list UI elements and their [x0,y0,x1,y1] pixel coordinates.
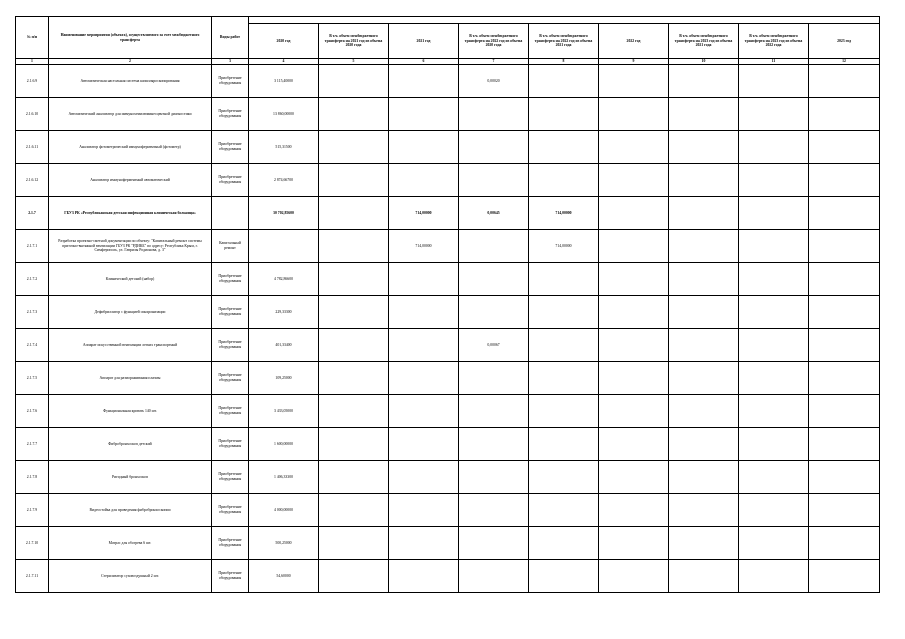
cell-c5 [319,560,389,593]
cell-work: Приобретение оборудования [212,164,249,197]
cell-c4: 109,25000 [249,362,319,395]
cell-name: Аппарат для размораживания плазмы [49,362,212,395]
header-2020: 2020 год [249,24,319,59]
table-row [16,428,880,461]
cell-c5 [319,164,389,197]
cell-code: 2.1.7.4 [16,329,49,362]
cell-c8 [529,263,599,296]
cell-c10 [669,527,739,560]
col-number: 9 [599,59,669,65]
cell-c12 [809,461,880,494]
cell-code: 2.1.6.12 [16,164,49,197]
cell-c9 [599,395,669,428]
cell-name: Аппарат искусственной вентиляции легких транспортный [49,329,212,362]
cell-c7 [459,494,529,527]
cell-c7 [459,527,529,560]
cell-c8 [529,362,599,395]
cell-c11 [739,65,809,98]
cell-c6 [389,296,459,329]
cell-c10 [669,131,739,164]
table-row [16,230,880,263]
budget-table [15,16,880,593]
cell-c7: 0,00067 [459,329,529,362]
cell-c12 [809,362,880,395]
cell-c9 [599,428,669,461]
cell-c9 [599,197,669,230]
cell-c7 [459,428,529,461]
cell-name: Ригидный бронхоскоп [49,461,212,494]
cell-c10 [669,164,739,197]
cell-work: Приобретение оборудования [212,263,249,296]
cell-c6 [389,65,459,98]
cell-c10 [669,395,739,428]
cell-c12 [809,560,880,593]
table-row [16,98,880,131]
cell-c12 [809,329,880,362]
cell-c12 [809,230,880,263]
cell-c7 [459,230,529,263]
cell-code: 2.1.7.5 [16,362,49,395]
cell-c9 [599,461,669,494]
col-number: 6 [389,59,459,65]
cell-c8 [529,461,599,494]
cell-c8 [529,329,599,362]
cell-c7 [459,296,529,329]
cell-c6 [389,329,459,362]
col-number: 3 [212,59,249,65]
cell-c8: 714,00000 [529,197,599,230]
cell-c6 [389,560,459,593]
cell-c10 [669,230,739,263]
cell-c10 [669,329,739,362]
cell-c9 [599,362,669,395]
cell-c11 [739,131,809,164]
col-number: 2 [49,59,212,65]
cell-c7: 0,00645 [459,197,529,230]
cell-c11 [739,527,809,560]
cell-work [212,197,249,230]
cell-c10 [669,428,739,461]
cell-c5 [319,98,389,131]
cell-name: ГБУЗ РК «Республиканская детская инфекционная клиническая больница» [49,197,212,230]
cell-work: Приобретение оборудования [212,329,249,362]
col-number: 12 [809,59,880,65]
cell-c9 [599,98,669,131]
table-body [16,17,880,593]
cell-c7 [459,362,529,395]
cell-c11 [739,494,809,527]
cell-code: 2.1.7.2 [16,263,49,296]
cell-c12 [809,527,880,560]
cell-c6 [389,461,459,494]
table-row [16,362,880,395]
col-number: 7 [459,59,529,65]
cell-c12 [809,164,880,197]
cell-c9 [599,560,669,593]
cell-c6 [389,263,459,296]
table-row [16,560,880,593]
cell-c9 [599,164,669,197]
cell-c9 [599,329,669,362]
table-row [16,329,880,362]
cell-c9 [599,296,669,329]
cell-work: Приобретение оборудования [212,131,249,164]
cell-work: Приобретение оборудования [212,296,249,329]
table-row [16,263,880,296]
cell-c8 [529,131,599,164]
cell-c5 [319,329,389,362]
cell-work: Приобретение оборудования [212,395,249,428]
cell-work: Приобретение оборудования [212,362,249,395]
cell-c5 [319,362,389,395]
cell-c4: 1 406,33300 [249,461,319,494]
cell-c8 [529,560,599,593]
cell-c7 [459,131,529,164]
table-row [16,131,880,164]
cell-name: Дефибриллятор с функцией синхронизации [49,296,212,329]
cell-c9 [599,494,669,527]
cell-code: 2.1.7.10 [16,527,49,560]
cell-c5 [319,527,389,560]
cell-c7 [459,164,529,197]
cell-c10 [669,263,739,296]
cell-c8: 714,00000 [529,230,599,263]
table-row [16,494,880,527]
cell-c8 [529,527,599,560]
cell-c10 [669,65,739,98]
cell-c11 [739,362,809,395]
cell-c4: 2 874,66700 [249,164,319,197]
header-no: № п/п [16,17,49,59]
cell-c12 [809,263,880,296]
cell-c10 [669,494,739,527]
cell-c11 [739,164,809,197]
table-row [16,395,880,428]
col-number: 11 [739,59,809,65]
cell-c10 [669,98,739,131]
cell-c11 [739,197,809,230]
cell-c11 [739,395,809,428]
cell-c11 [739,98,809,131]
cell-c11 [739,230,809,263]
table-row [16,65,880,98]
cell-c5 [319,131,389,164]
cell-c12 [809,296,880,329]
cell-c9 [599,230,669,263]
cell-c4: 1 600,00000 [249,428,319,461]
cell-c4: 13 860,00000 [249,98,319,131]
cell-c5 [319,197,389,230]
cell-c9 [599,131,669,164]
header-top-spacer [249,17,880,24]
cell-c4: 515,31500 [249,131,319,164]
header-2022-incl-2021: В т.ч. объем межбюджетного трансферта на 2023 год из объема 2021 года [669,24,739,59]
table-row [16,461,880,494]
cell-name: Анализатор иммуноферментный автоматический [49,164,212,197]
cell-c5 [319,461,389,494]
cell-c6 [389,395,459,428]
cell-c8 [529,296,599,329]
table-row [16,164,880,197]
cell-work: Приобретение оборудования [212,461,249,494]
cell-c4: 30 702,85600 [249,197,319,230]
cell-code: 2.1.6.10 [16,98,49,131]
cell-c9 [599,65,669,98]
col-number: 8 [529,59,599,65]
cell-c6: 714,00000 [389,197,459,230]
cell-c7 [459,461,529,494]
cell-work: Приобретение оборудования [212,65,249,98]
cell-c9 [599,527,669,560]
table-row [16,197,880,230]
cell-code: 2.1.6.9 [16,65,49,98]
table-row [16,296,880,329]
cell-c7 [459,395,529,428]
cell-c6 [389,98,459,131]
cell-c5 [319,494,389,527]
cell-c5 [319,296,389,329]
cell-c4: 401,33400 [249,329,319,362]
cell-work: Приобретение оборудования [212,560,249,593]
cell-work: Приобретение оборудования [212,527,249,560]
header-2022-incl-2022: В т.ч. объем межбюджетного трансферта на 2023 год из объема 2022 года [739,24,809,59]
cell-c6: 714,00000 [389,230,459,263]
cell-c10 [669,560,739,593]
cell-work: Приобретение оборудования [212,428,249,461]
cell-code: 2.1.7.11 [16,560,49,593]
cell-work: Приобретение оборудования [212,494,249,527]
cell-c7 [459,98,529,131]
cell-c4: 229,33300 [249,296,319,329]
cell-c10 [669,362,739,395]
cell-c8 [529,98,599,131]
cell-c5 [319,428,389,461]
cell-name: Разработка проектно-сметной документации по объекту: "Капитальный ремонт системы приточно-вытяжной вентиляции ГБУЗ РК "РДИКБ" по адресу: Республика Крым, г. Симферополь, ул. Гаврилы Родионова, д. 3" [49,230,212,263]
cell-c6 [389,164,459,197]
cell-name: Видеостойка для проведения фибробронхоскопии [49,494,212,527]
cell-c5 [319,263,389,296]
cell-name: Функциональная кровать 140 шт. [49,395,212,428]
cell-c4: 54,60000 [249,560,319,593]
col-number: 4 [249,59,319,65]
cell-c8 [529,494,599,527]
cell-name: Матрас для обогрева 6 шт. [49,527,212,560]
cell-c4: 3 115,40000 [249,65,319,98]
cell-c12 [809,494,880,527]
cell-c8 [529,395,599,428]
header-2021-incl-2020: В т.ч. объем межбюджетного трансферта на 2022 год из объема 2020 года [459,24,529,59]
cell-c4 [249,230,319,263]
cell-code: 2.1.7.7 [16,428,49,461]
header-spacer-row [16,17,880,24]
cell-code: 2.1.7.9 [16,494,49,527]
cell-code: 2.1.7 [16,197,49,230]
cell-work: Капитальный ремонт [212,230,249,263]
cell-c12 [809,395,880,428]
cell-c10 [669,461,739,494]
cell-c5 [319,65,389,98]
cell-c6 [389,362,459,395]
cell-name: Анализатор фотометрический иммуноферментный (фотометр) [49,131,212,164]
header-2021-incl-2021: В т.ч. объем межбюджетного трансферта на 2022 год из объема 2021 года [529,24,599,59]
cell-c4: 4 782,86600 [249,263,319,296]
cell-c6 [389,527,459,560]
cell-c10 [669,197,739,230]
header-work-type: Виды работ [212,17,249,59]
cell-c10 [669,296,739,329]
cell-c9 [599,263,669,296]
cell-name: Клинический детский (набор) [49,263,212,296]
cell-c12 [809,197,880,230]
cell-c11 [739,329,809,362]
cell-code: 2.1.7.3 [16,296,49,329]
cell-c11 [739,461,809,494]
cell-c8 [529,65,599,98]
cell-name: Автоматическая настольная система капилляроскопирования [49,65,212,98]
cell-c5 [319,230,389,263]
cell-c12 [809,428,880,461]
header-name: Наименование мероприятия (объекта), осуществляемого за счет межбюджетного трансферта [49,17,212,59]
col-number: 5 [319,59,389,65]
cell-c6 [389,494,459,527]
header-2021: 2021 год [389,24,459,59]
header-2023: 2023 год [809,24,880,59]
cell-code: 2.1.7.6 [16,395,49,428]
header-2022: 2022 год [599,24,669,59]
cell-c5 [319,395,389,428]
cell-name: Стерилизатор суховоздушный 2 шт. [49,560,212,593]
cell-code: 2.1.6.11 [16,131,49,164]
col-number: 1 [16,59,49,65]
col-number: 10 [669,59,739,65]
cell-code: 2.1.7.1 [16,230,49,263]
cell-c7: 0,00020 [459,65,529,98]
cell-c11 [739,428,809,461]
cell-c11 [739,263,809,296]
cell-c4: 3 433,05000 [249,395,319,428]
cell-c12 [809,98,880,131]
cell-name: Фибробронхоскоп детский [49,428,212,461]
cell-name: Автоматический анализатор для иммунохемилюминесцентной диагностики [49,98,212,131]
cell-c4: 4 000,00000 [249,494,319,527]
cell-c4: 500,25000 [249,527,319,560]
table-row [16,527,880,560]
cell-code: 2.1.7.8 [16,461,49,494]
cell-c8 [529,164,599,197]
cell-c7 [459,263,529,296]
cell-c11 [739,560,809,593]
cell-c11 [739,296,809,329]
cell-work: Приобретение оборудования [212,98,249,131]
cell-c12 [809,65,880,98]
cell-c6 [389,131,459,164]
cell-c12 [809,131,880,164]
cell-c8 [529,428,599,461]
cell-c6 [389,428,459,461]
header-2020-incl: В т.ч. объем межбюджетного трансферта на 2021 год из объема 2020 года [319,24,389,59]
cell-c7 [459,560,529,593]
